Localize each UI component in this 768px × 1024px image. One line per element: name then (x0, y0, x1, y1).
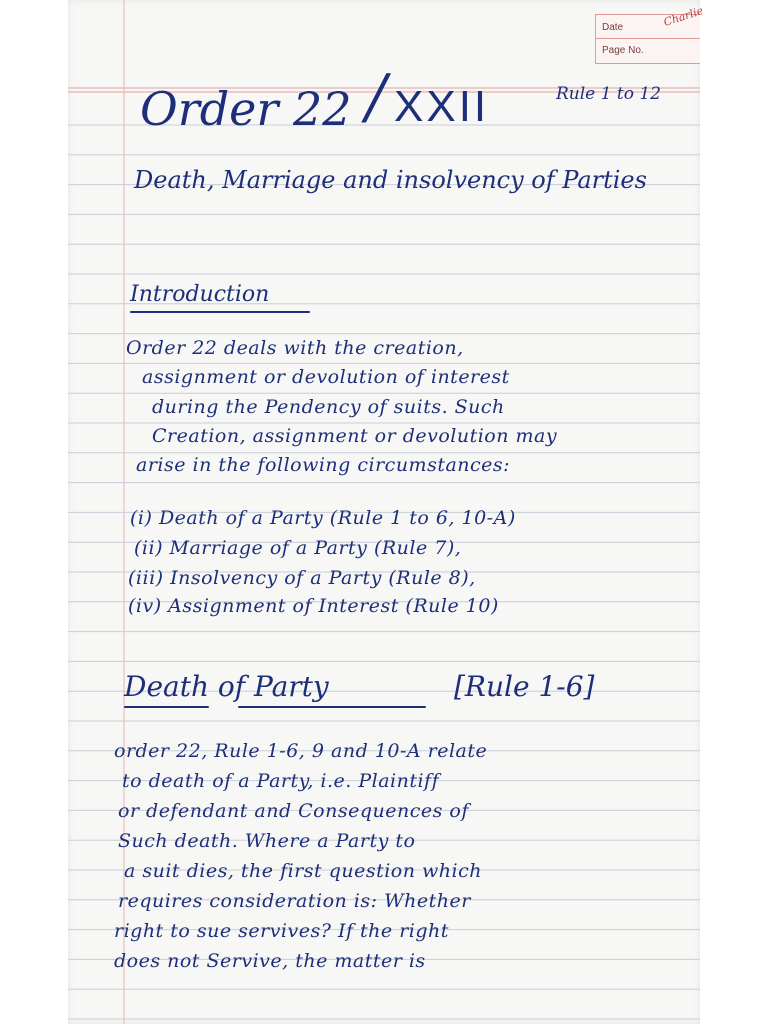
section-line: right to sue servives? If the right (114, 920, 449, 942)
section-line: a suit dies, the first question which (124, 860, 482, 882)
title-roman: XXII (394, 82, 490, 131)
introduction-underline (130, 311, 310, 313)
circumstance-item: (i) Death of a Party (Rule 1 to 6, 10-A) (130, 507, 516, 529)
section-rule: [Rule 1-6] (454, 670, 595, 703)
notebook-page (68, 0, 705, 1024)
circumstance-item: (iii) Insolvency of a Party (Rule 8), (128, 567, 476, 589)
section-heading: Death of Party (124, 670, 329, 703)
section-line: or defendant and Consequences of (118, 800, 469, 822)
title-rules: Rule 1 to 12 (556, 84, 661, 104)
circumstance-item: (ii) Marriage of a Party (Rule 7), (134, 537, 462, 559)
circumstance-item: (iv) Assignment of Interest (Rule 10) (128, 595, 499, 617)
introduction-heading: Introduction (130, 282, 270, 307)
section-line: order 22, Rule 1-6, 9 and 10-A relate (114, 740, 488, 762)
intro-line: assignment or devolution of interest (142, 366, 510, 388)
intro-line: during the Pendency of suits. Such (152, 396, 505, 418)
section-line: requires consideration is: Whether (118, 890, 471, 912)
section-underline (124, 706, 209, 708)
section-line: Such death. Where a Party to (118, 830, 416, 852)
section-underline (238, 706, 426, 708)
subtitle: Death, Marriage and insolvency of Parties (134, 166, 647, 194)
title-divider: / (366, 62, 387, 132)
intro-line: Creation, assignment or devolution may (152, 425, 558, 447)
signature: Charlie (661, 4, 705, 29)
date-label: Date (602, 22, 624, 33)
page-title: Order 22 (140, 82, 352, 136)
intro-line: arise in the following circumstances: (136, 454, 511, 476)
section-line: to death of a Party, i.e. Plaintiff (122, 770, 440, 792)
intro-line: Order 22 deals with the creation, (126, 337, 464, 359)
page-number-label: Page No. (602, 45, 644, 56)
date-box-divider (596, 38, 700, 39)
section-line: does not Servive, the matter is (114, 950, 426, 972)
